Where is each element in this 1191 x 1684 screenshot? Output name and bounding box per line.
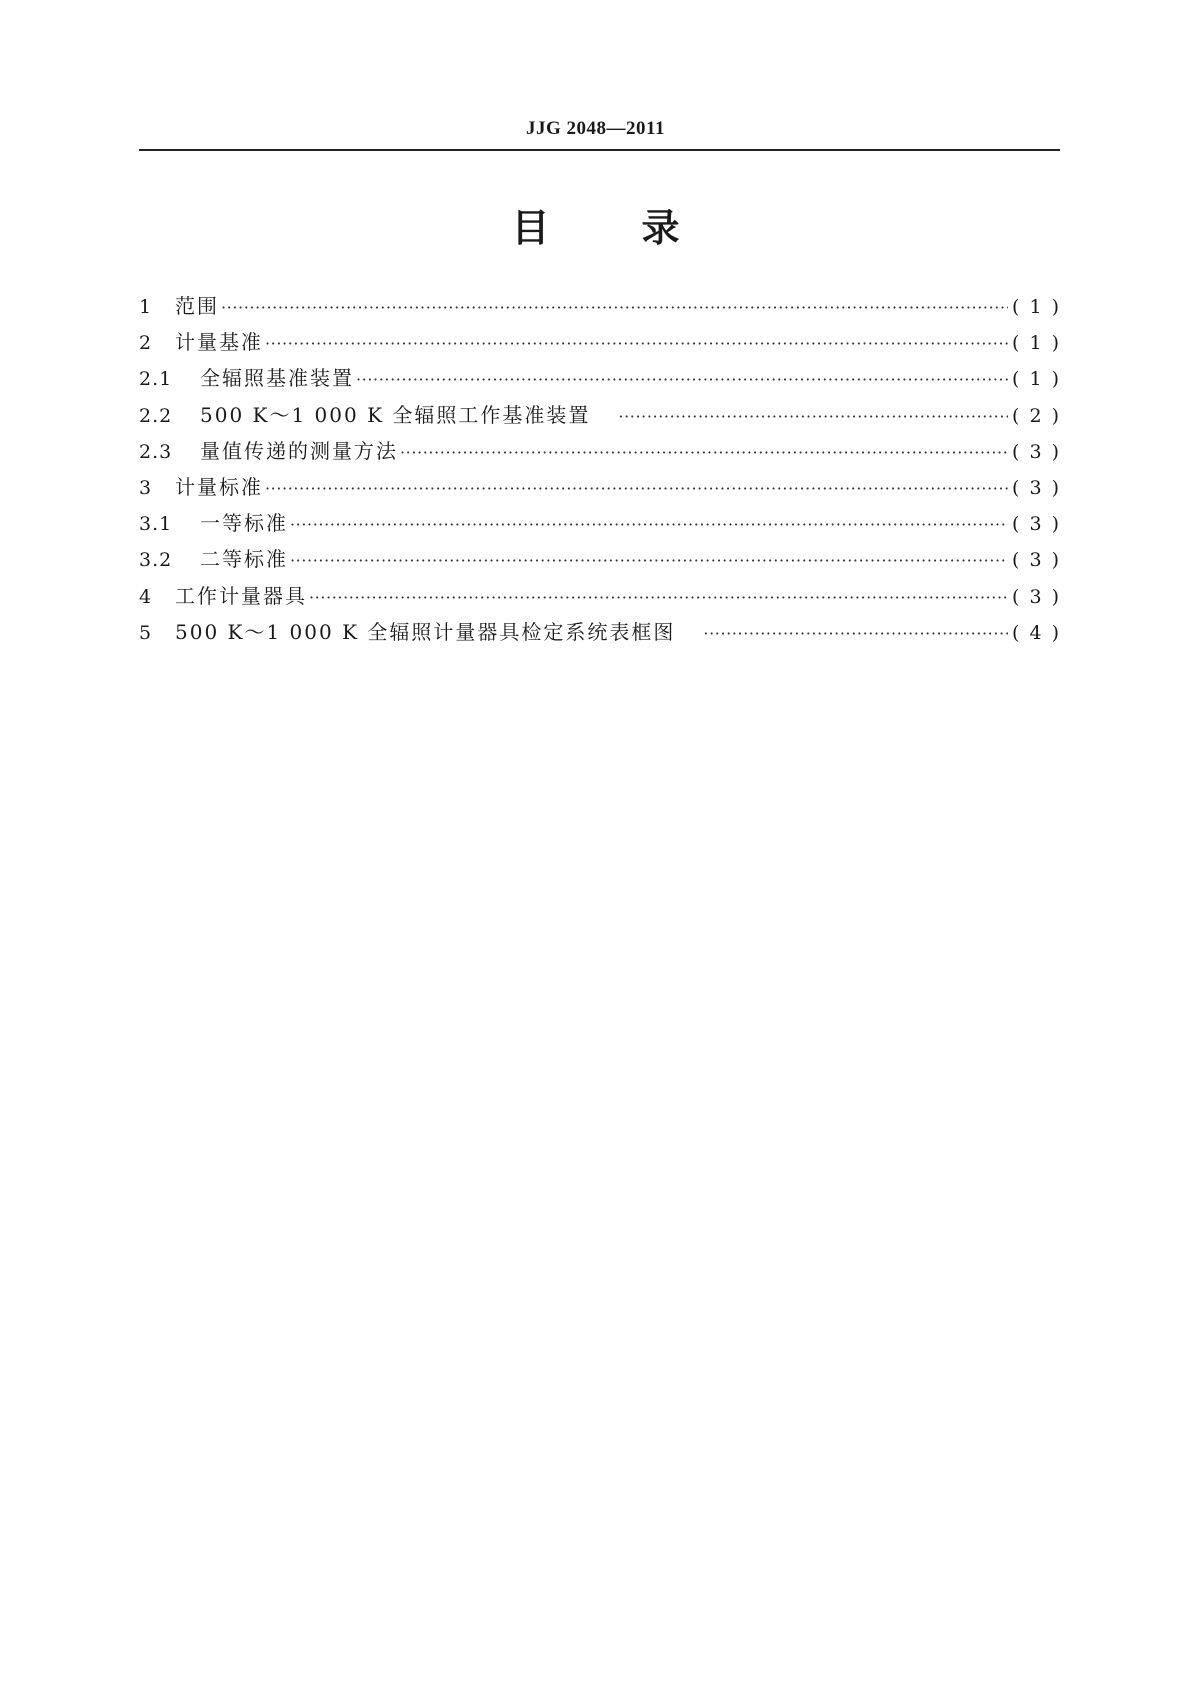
toc-entry-number: 3.2 (139, 549, 173, 572)
toc-entry-page: ( 3 ) (1012, 440, 1061, 463)
table-of-contents (139, 288, 1060, 650)
toc-title (0, 200, 1191, 256)
toc-entry-number: 2.2 (139, 404, 173, 427)
toc-leader-dots (290, 507, 1008, 543)
toc-entry-number: 3 (139, 476, 153, 499)
toc-entry-label: 二等标准 (200, 547, 288, 572)
toc-entry-3-1[interactable] (139, 505, 1060, 541)
toc-entry-page: ( 2 ) (1012, 404, 1061, 427)
toc-entry-5[interactable] (139, 614, 1060, 650)
toc-entry-label: 一等标准 (200, 511, 288, 536)
toc-entry-label: 500 K～1 000 K 全辐照工作基准装置 (200, 402, 591, 427)
toc-entry-number: 2.1 (139, 368, 173, 391)
toc-entry-2[interactable] (139, 324, 1060, 360)
toc-entry-label: 500 K～1 000 K 全辐照计量器具检定系统表框图 (175, 619, 676, 644)
toc-leader-dots (400, 435, 1008, 471)
toc-entry-label: 范围 (175, 294, 219, 318)
toc-entry-label: 计量标准 (175, 474, 263, 499)
toc-entry-page: ( 3 ) (1012, 585, 1061, 608)
toc-entry-1[interactable] (139, 288, 1060, 324)
toc-entry-2-1[interactable] (139, 360, 1060, 396)
toc-entry-number: 2 (139, 332, 153, 355)
toc-leader-dots (221, 290, 1008, 326)
toc-entry-number: 4 (139, 585, 153, 608)
toc-entry-3[interactable] (139, 469, 1060, 505)
toc-entry-page: ( 1 ) (1012, 332, 1061, 355)
toc-entry-3-2[interactable] (139, 541, 1060, 577)
toc-entry-number: 1 (139, 296, 153, 318)
toc-entry-page: ( 3 ) (1012, 513, 1061, 536)
toc-entry-number: 2.3 (139, 440, 173, 463)
toc-entry-4[interactable] (139, 578, 1060, 614)
toc-entry-page: ( 1 ) (1012, 296, 1061, 318)
toc-entry-page: ( 3 ) (1012, 476, 1061, 499)
toc-leader-dots (265, 471, 1008, 507)
toc-entry-label: 工作计量器具 (175, 583, 307, 608)
toc-entry-2-3[interactable] (139, 433, 1060, 469)
toc-entry-label: 计量基准 (175, 330, 263, 355)
toc-entry-2-2[interactable] (139, 397, 1060, 433)
toc-leader-dots (703, 616, 1008, 652)
toc-leader-dots (265, 326, 1008, 362)
toc-entry-page: ( 4 ) (1012, 621, 1061, 644)
document-code: JJG 2048—2011 (526, 118, 665, 139)
toc-leader-dots (290, 543, 1008, 579)
toc-entry-page: ( 1 ) (1012, 368, 1061, 391)
toc-entry-number: 3.1 (139, 513, 173, 536)
toc-entry-page: ( 3 ) (1012, 549, 1061, 572)
toc-entry-label: 全辐照基准装置 (200, 366, 354, 391)
header-rule (139, 149, 1060, 151)
toc-leader-dots (618, 399, 1008, 435)
toc-entry-label: 量值传递的测量方法 (200, 438, 398, 463)
toc-entry-number: 5 (139, 621, 153, 644)
toc-leader-dots (356, 362, 1008, 398)
toc-title-part1: 目 (511, 206, 550, 250)
toc-title-part2: 录 (641, 206, 680, 250)
toc-leader-dots (309, 580, 1008, 616)
